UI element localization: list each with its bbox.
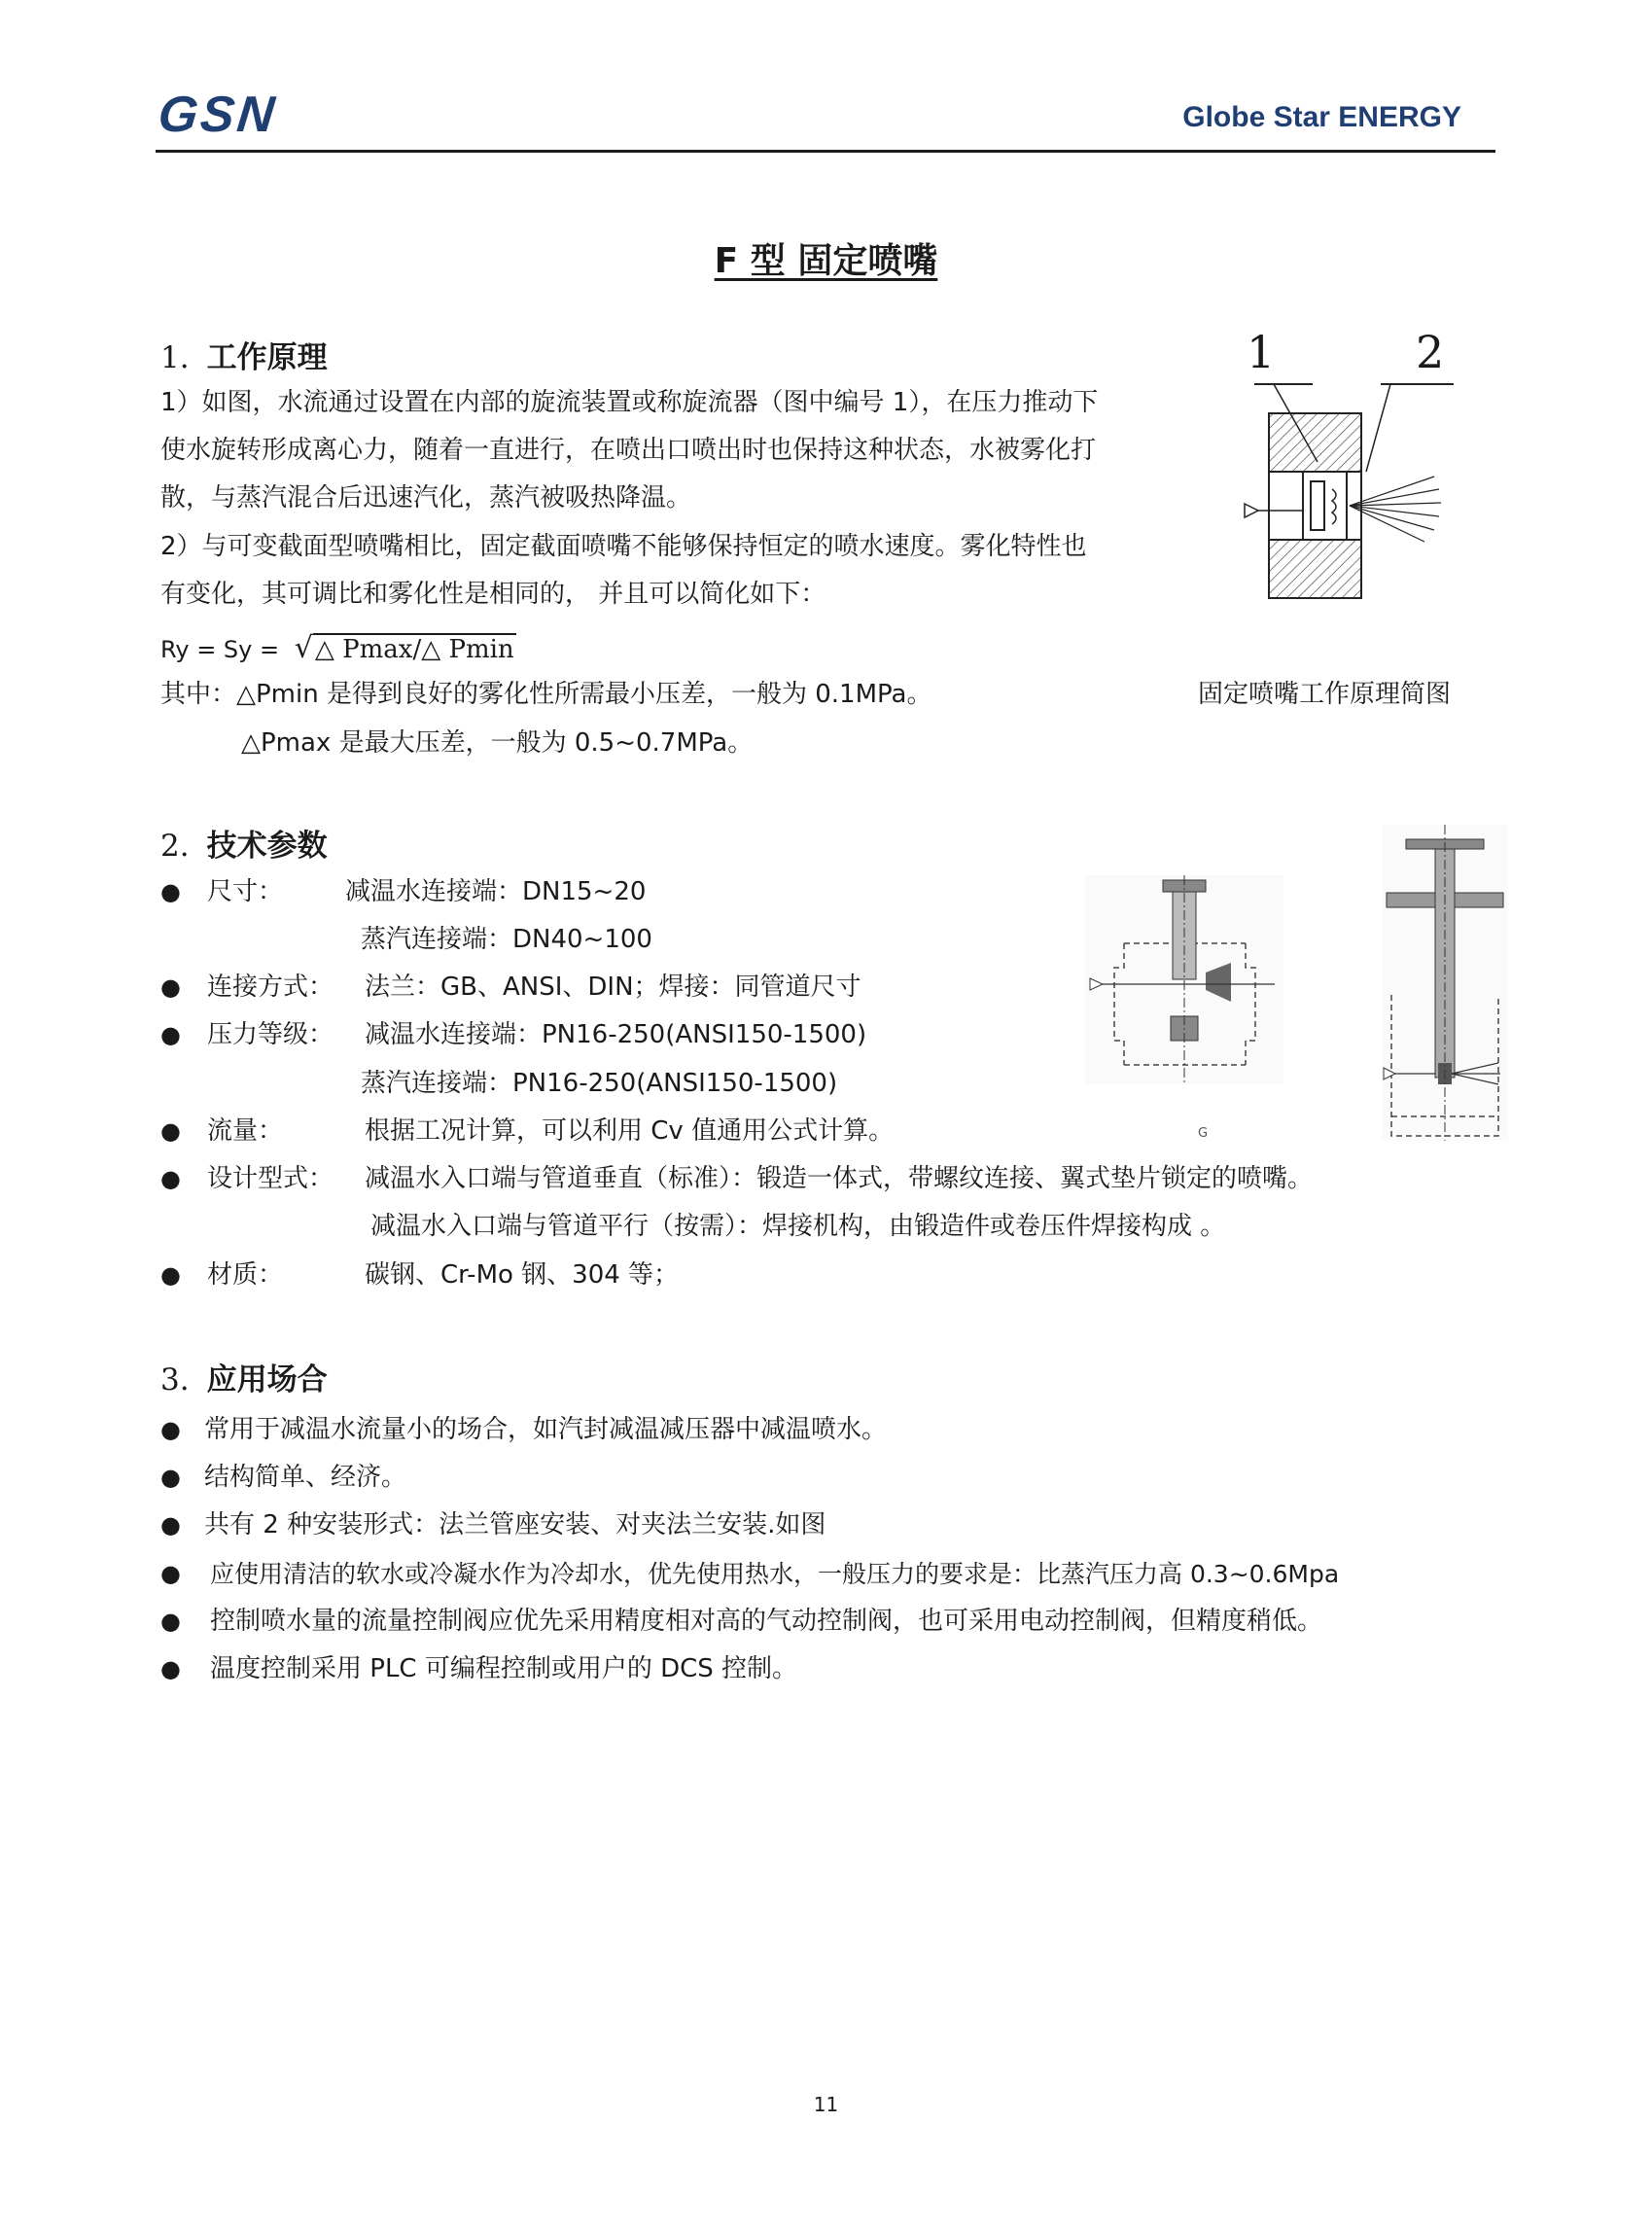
param-value-flow: 根据工况计算，可以利用 Cv 值通用公式计算。 [365,1116,895,1146]
bullet-icon: ● [160,1511,181,1539]
header-divider [156,150,1495,153]
section-1-line-2: 使水旋转形成离心力，随着一直进行，在喷出口喷出时也保持这种状态，水被雾化打 [160,436,1097,465]
formula-radicand: △ Pmax/△ Pmin [314,635,514,664]
section-1-line-1: 1）如图，水流通过设置在内部的旋流装置或称旋流器（图中编号 1），在压力推动下 [160,388,1099,417]
page-title: F 型 固定喷嘴 [714,241,938,281]
bullet-icon: ● [160,878,181,905]
figure-label-1: 1 [1247,326,1276,378]
section-1-title: 工作原理 [206,340,328,375]
param-value-size-1: 减温水连接端：DN15~20 [345,877,647,906]
brand-name: Globe Star ENERGY [1182,101,1461,133]
formula-lhs: Ry = Sy = [160,636,280,663]
application-item-2: 结构简单、经济。 [204,1463,407,1492]
param-label-flow: 流量： [207,1116,284,1146]
application-item-1: 常用于减温水流量小的场合，如汽封减温减压器中减温喷水。 [204,1415,888,1444]
section-2-title: 技术参数 [206,829,328,864]
bullet-icon: ● [160,1655,181,1682]
company-logo: GSN [155,87,280,143]
param-value-size-2: 蒸汽连接端：DN40~100 [361,925,652,954]
section-1-line-3: 散，与蒸汽混合后迅速汽化，蒸汽被吸热降温。 [160,483,692,513]
param-label-material: 材质： [207,1260,284,1290]
figure-caption: 固定喷嘴工作原理简图 [1198,680,1452,709]
sqrt-icon: √ [294,631,313,665]
param-label-size: 尺寸： [207,877,284,906]
bullet-icon: ● [160,973,181,1001]
param-value-design-2: 减温水入口端与管道平行（按需）：焊接机构，由锻造件或卷压件焊接构成 。 [370,1212,1226,1241]
bullet-icon: ● [160,1608,181,1635]
nozzle-principle-diagram [1235,374,1468,608]
param-label-connection: 连接方式： [207,973,334,1002]
param-value-material: 碳钢、Cr-Mo 钢、304 等； [365,1260,680,1290]
application-item-3: 共有 2 种安装形式：法兰管座安装、对夹法兰安装.如图 [204,1510,826,1539]
bullet-icon: ● [160,1165,181,1192]
bullet-icon: ● [160,1416,181,1443]
flange-mount-drawing [1085,875,1283,1084]
section-3-title: 应用场合 [206,1362,328,1398]
param-value-design-1: 减温水入口端与管道垂直（标准）：锻造一体式，带螺纹连接、翼式垫片锁定的喷嘴。 [365,1164,1314,1193]
where-line-2: △Pmax 是最大压差，一般为 0.5~0.7MPa。 [241,728,754,758]
formula [160,624,516,674]
section-1-line-5: 有变化，其可调比和雾化性是相同的， 并且可以简化如下： [160,580,826,609]
section-2-heading [160,821,328,865]
bullet-icon: ● [160,1117,181,1145]
bullet-icon: ● [160,1021,181,1048]
page-number: 11 [813,2093,839,2116]
application-item-6: 温度控制采用 PLC 可编程控制或用户的 DCS 控制。 [210,1654,798,1683]
figure-mark: G [1198,1126,1209,1141]
bullet-icon: ● [160,1464,181,1491]
section-1-line-4: 2）与可变截面型喷嘴相比，固定截面喷嘴不能够保持恒定的喷水速度。雾化特性也 [160,532,1087,561]
param-label-pressure: 压力等级： [207,1020,334,1049]
bullet-icon: ● [160,1261,181,1289]
param-label-design: 设计型式： [207,1164,334,1193]
section-1-number: 1. [160,340,190,375]
figure-label-2: 2 [1416,326,1445,378]
wafer-mount-drawing [1382,825,1508,1141]
param-value-pressure-2: 蒸汽连接端：PN16-250(ANSI150-1500) [361,1069,838,1098]
section-2-number: 2. [160,829,190,864]
param-value-pressure-1: 减温水连接端：PN16-250(ANSI150-1500) [365,1020,867,1049]
section-3-number: 3. [160,1362,190,1398]
section-1-heading [160,333,328,376]
bullet-icon: ● [160,1560,181,1587]
application-item-4: 应使用清洁的软水或冷凝水作为冷却水，优先使用热水，一般压力的要求是：比蒸汽压力高 0.3~0.6Mpa [210,1560,1340,1588]
section-3-heading [160,1355,328,1398]
application-item-5: 控制喷水量的流量控制阀应优先采用精度相对高的气动控制阀，也可采用电动控制阀，但精度稍低。 [210,1607,1323,1636]
where-line-1: 其中：△Pmin 是得到良好的雾化性所需最小压差，一般为 0.1MPa。 [160,680,932,709]
param-value-connection: 法兰：GB、ANSI、DIN；焊接：同管道尺寸 [365,973,861,1002]
